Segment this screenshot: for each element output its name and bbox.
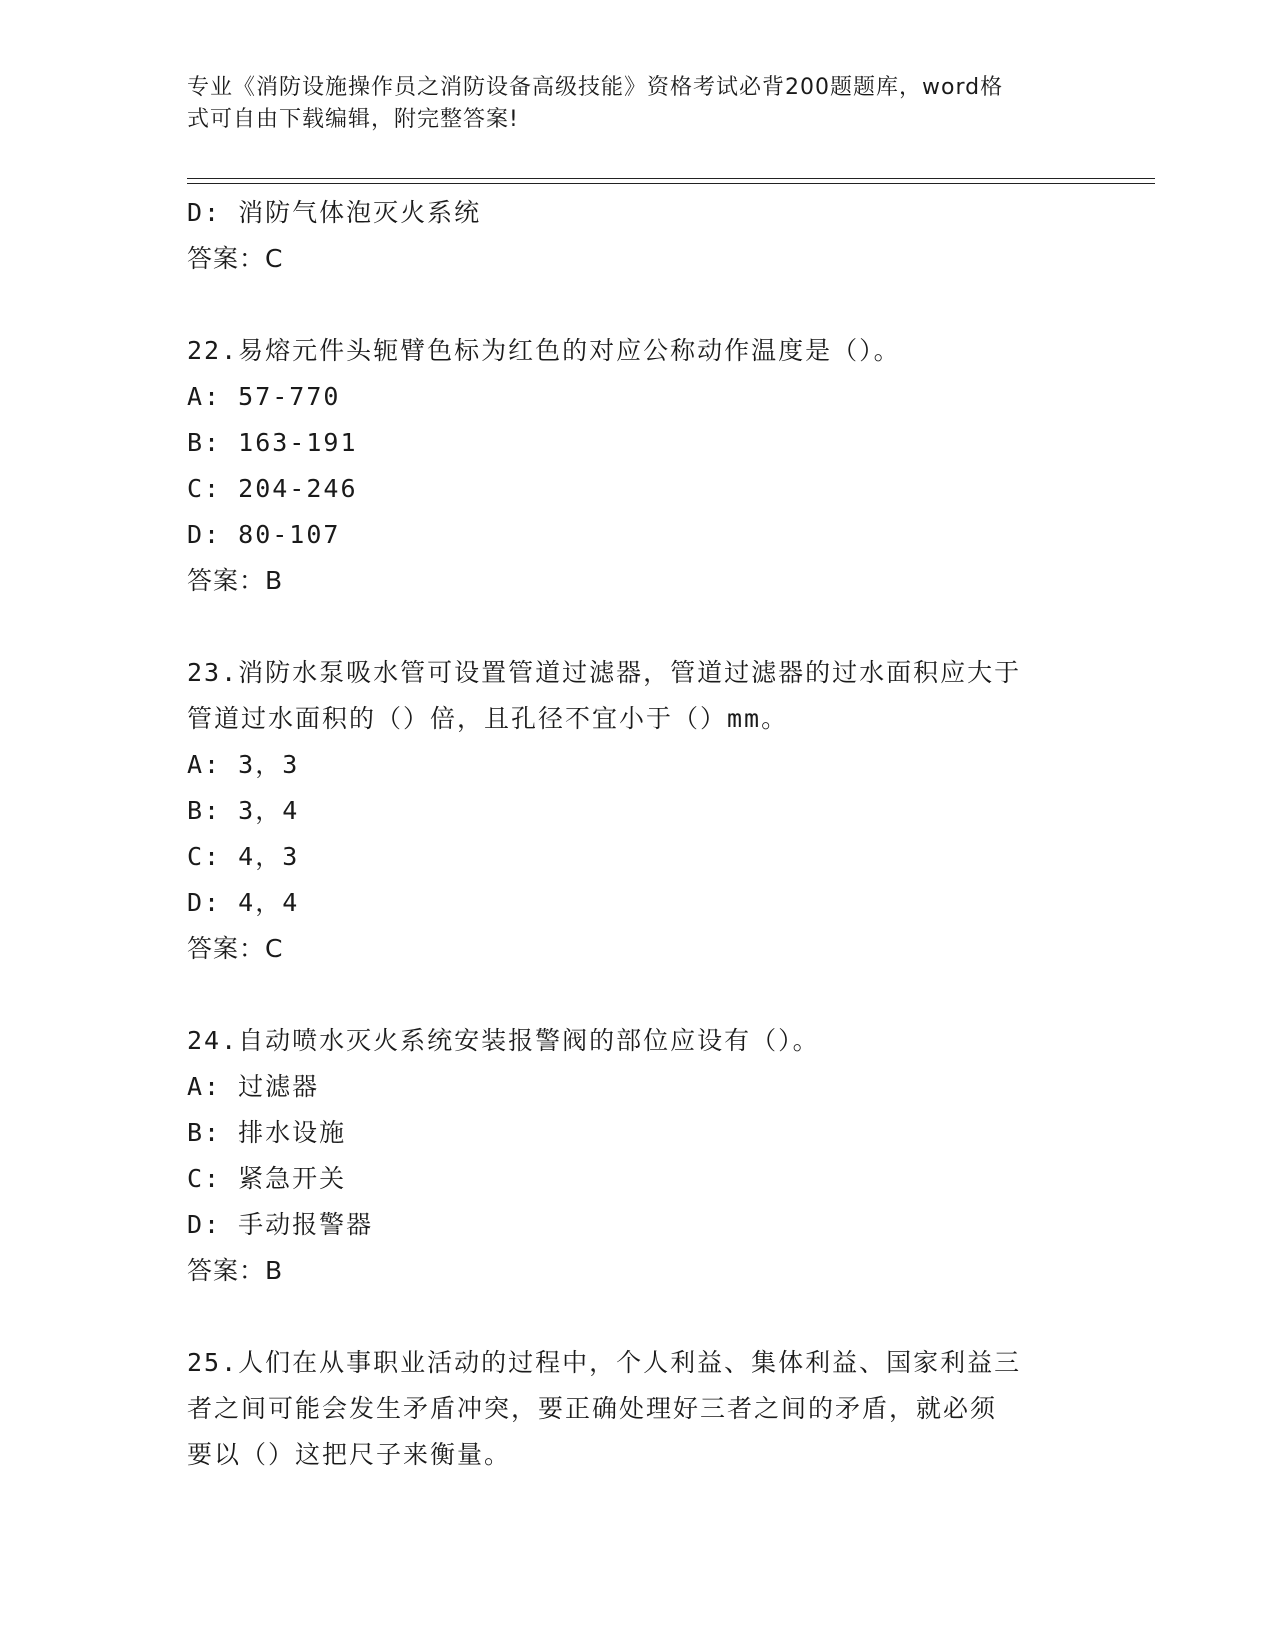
question-24	[187, 1018, 1087, 1294]
header-line-2: 式可自由下载编辑，附完整答案!	[187, 107, 519, 132]
question-text: 24.自动喷水灭火系统安装报警阀的部位应设有（）。	[187, 1026, 820, 1055]
spacer	[187, 1294, 1087, 1340]
spacer	[187, 282, 1087, 328]
question-22	[187, 328, 1087, 604]
spacer	[187, 972, 1087, 1018]
question-23	[187, 650, 1087, 972]
option-a: A: 57-770	[187, 382, 341, 411]
option-b: B: 排水设施	[187, 1118, 347, 1147]
option-d: D: 4，4	[187, 888, 300, 917]
option-a: A: 过滤器	[187, 1072, 320, 1101]
spacer	[187, 604, 1087, 650]
question-text: 25.人们在从事职业活动的过程中，个人利益、集体利益、国家利益三	[187, 1348, 1022, 1377]
answer-line: 答案：B	[187, 566, 284, 595]
option-d: D: 消防气体泡灭火系统	[187, 198, 482, 227]
option-a: A: 3，3	[187, 750, 300, 779]
question-text: 管道过水面积的（）倍，且孔径不宜小于（）mm。	[187, 704, 789, 733]
question-text: 23.消防水泵吸水管可设置管道过滤器，管道过滤器的过水面积应大于	[187, 658, 1022, 687]
question-text: 者之间可能会发生矛盾冲突，要正确处理好三者之间的矛盾，就必须	[187, 1394, 998, 1423]
document-header	[187, 72, 1067, 136]
option-c: C: 204-246	[187, 474, 358, 503]
question-25	[187, 1340, 1087, 1478]
option-d: D: 80-107	[187, 520, 341, 549]
question-text: 22.易熔元件头轭臂色标为红色的对应公称动作温度是（）。	[187, 336, 901, 365]
question-text: 要以（）这把尺子来衡量。	[187, 1440, 512, 1469]
option-c: C: 4，3	[187, 842, 300, 871]
answer-line: 答案：C	[187, 934, 284, 963]
option-d: D: 手动报警器	[187, 1210, 374, 1239]
option-b: B: 163-191	[187, 428, 358, 457]
question-list	[187, 190, 1087, 1478]
header-divider-bottom	[187, 183, 1155, 184]
header-line-1: 专业《消防设施操作员之消防设备高级技能》资格考试必背200题题库，word格	[187, 75, 1004, 100]
answer-line: 答案：B	[187, 1256, 284, 1285]
header-divider-top	[187, 178, 1155, 179]
option-c: C: 紧急开关	[187, 1164, 347, 1193]
option-b: B: 3，4	[187, 796, 300, 825]
answer-line: 答案：C	[187, 244, 284, 273]
